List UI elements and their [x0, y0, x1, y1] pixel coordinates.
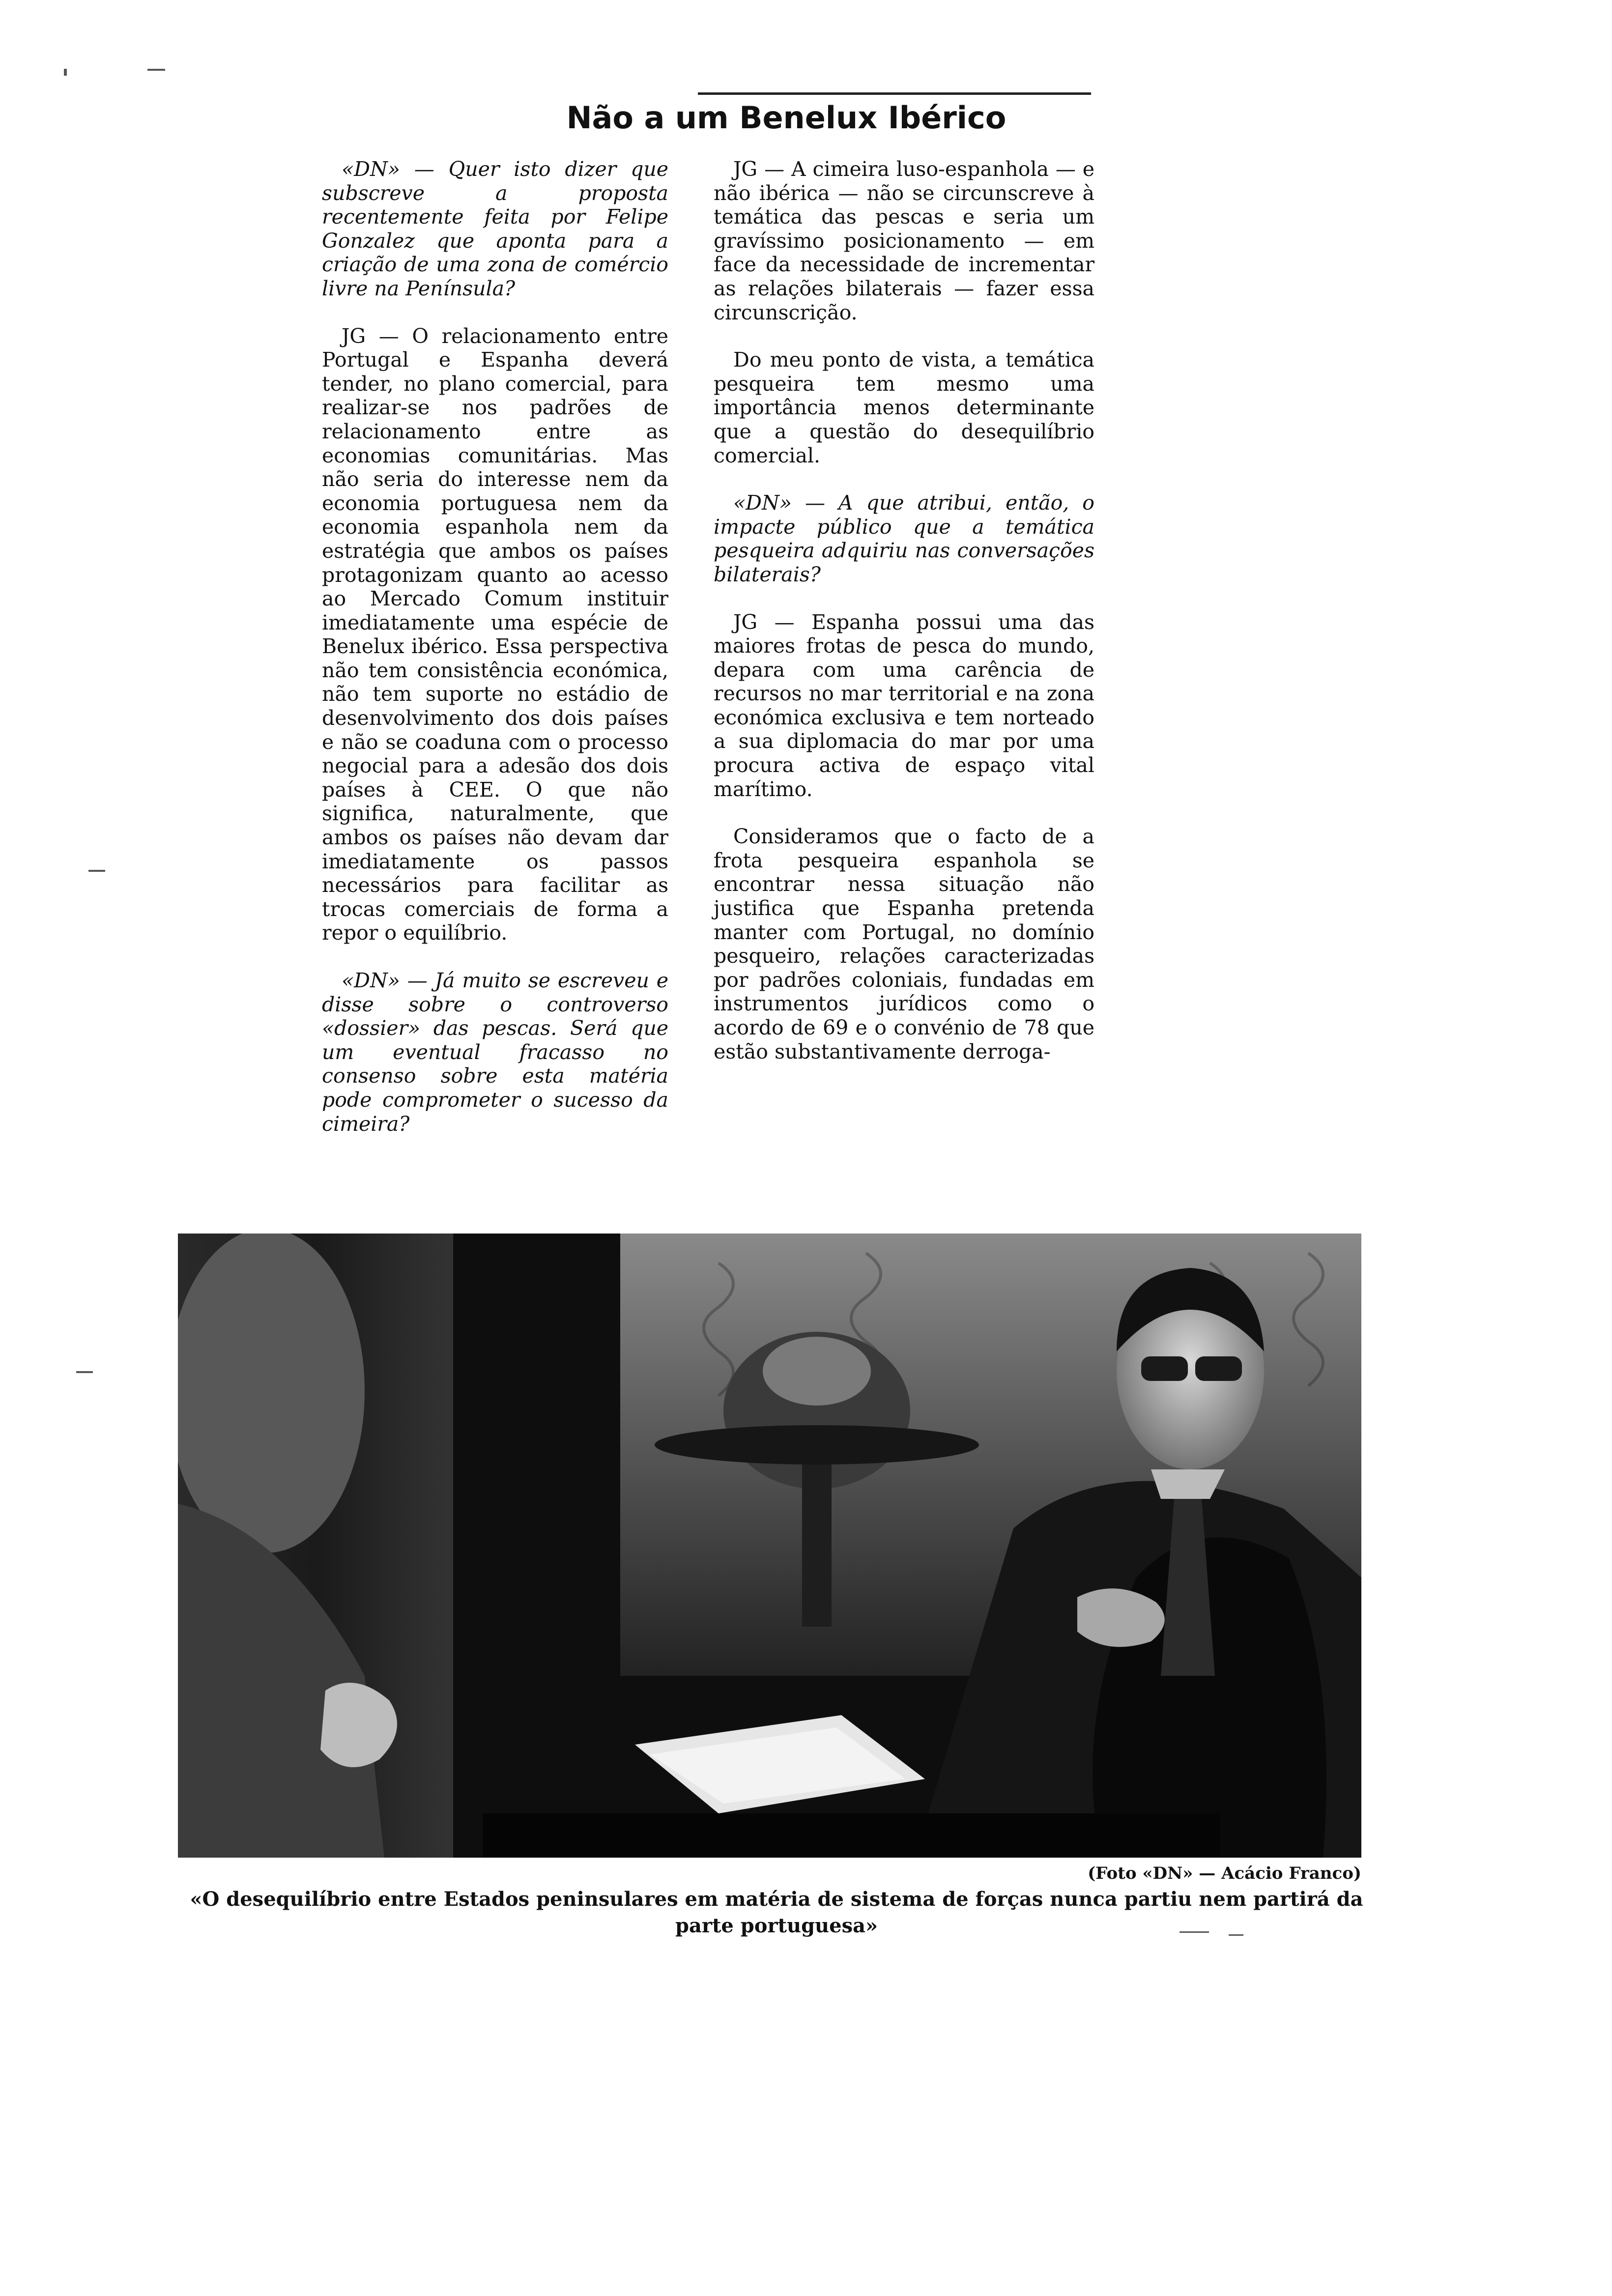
interview-question: «DN» — Já muito se escreveu e disse sobre o controverso «dossier» das pescas. Será que um eventual fracasso no consenso sobre esta matéria pode comprometer o sucesso da cimeira?	[322, 969, 668, 1136]
round-table	[655, 1425, 979, 1464]
photo-credit: (Foto «DN» — Acácio Franco)	[1088, 1864, 1361, 1883]
interview-answer: JG — Espanha possui uma das maiores frotas de pesca do mundo, depara com uma carência de recursos no mar territorial e na zona económica exclusiva e tem norteado a sua diplomacia do mar por uma procura activa de espaço vital marítimo.	[714, 610, 1094, 801]
scan-speck	[64, 69, 67, 76]
article-headline: Não a um Benelux Ibérico	[566, 100, 1007, 136]
interview-answer: JG — A cimeira luso-espanhola — e não ibérica — não se circunscreve à temática das pescas e seria um gravíssimo posicionamento — em face da necessidade de incrementar as relações bilaterais — fazer essa circunscrição.	[714, 157, 1094, 324]
photo-caption: «O desequilíbrio entre Estados peninsulares em matéria de sistema de forças nunca partiu nem partirá da parte portuguesa»	[190, 1888, 1363, 1937]
photo-illustration	[178, 1234, 1361, 1858]
left-column	[322, 157, 668, 1159]
interview-photo	[178, 1234, 1361, 1858]
interview-question: «DN» — A que atribui, então, o impacte público que a temática pesqueira adquiriu nas conversações bilaterais?	[714, 491, 1094, 586]
scan-speck	[88, 870, 105, 872]
scan-speck	[1229, 1934, 1243, 1936]
interview-answer: JG — O relacionamento entre Portugal e Espanha deverá tender, no plano comercial, para realizar-se nos padrões de relacionamento entre as economias comunitárias. Mas não seria do interesse nem da economia portuguesa nem da economia espanhola nem da estratégia que ambos os países protagonizam quanto ao acesso ao Mercado Comum instituir imediatamente uma espécie de Benelux ibérico. Essa perspectiva não tem consistência económica, não tem suporte no estádio de desenvolvimento dos dois países e não se coaduna com o processo negocial para a adesão dos dois países à CEE. O que não significa, naturalmente, que ambos os países não devam dar imediatamente os passos necessários para facilitar as trocas comerciais de forma a repor o equilíbrio.	[322, 324, 668, 945]
interview-answer: Do meu ponto de vista, a temática pesqueira tem mesmo uma importância menos determinante que a questão do desequilíbrio comercial.	[714, 348, 1094, 467]
scan-speck	[76, 1371, 93, 1373]
scan-speck	[147, 69, 165, 71]
interview-answer: Consideramos que o facto de a frota pesqueira espanhola se encontrar nessa situação não justifica que Espanha pretenda manter com Portugal, no domínio pesqueiro, relações caracterizadas por padrões coloniais, fundadas em instrumentos jurídicos como o acordo de 69 e o convénio de 78 que estão substantivamente derroga-	[714, 825, 1094, 1063]
header-rule	[698, 92, 1091, 95]
interview-question: «DN» — Quer isto dizer que subscreve a proposta recentemente feita por Felipe Gonzalez que aponta para a criação de uma zona de comércio livre na Península?	[322, 157, 668, 300]
scan-speck	[1180, 1931, 1209, 1933]
right-column	[714, 157, 1094, 1087]
